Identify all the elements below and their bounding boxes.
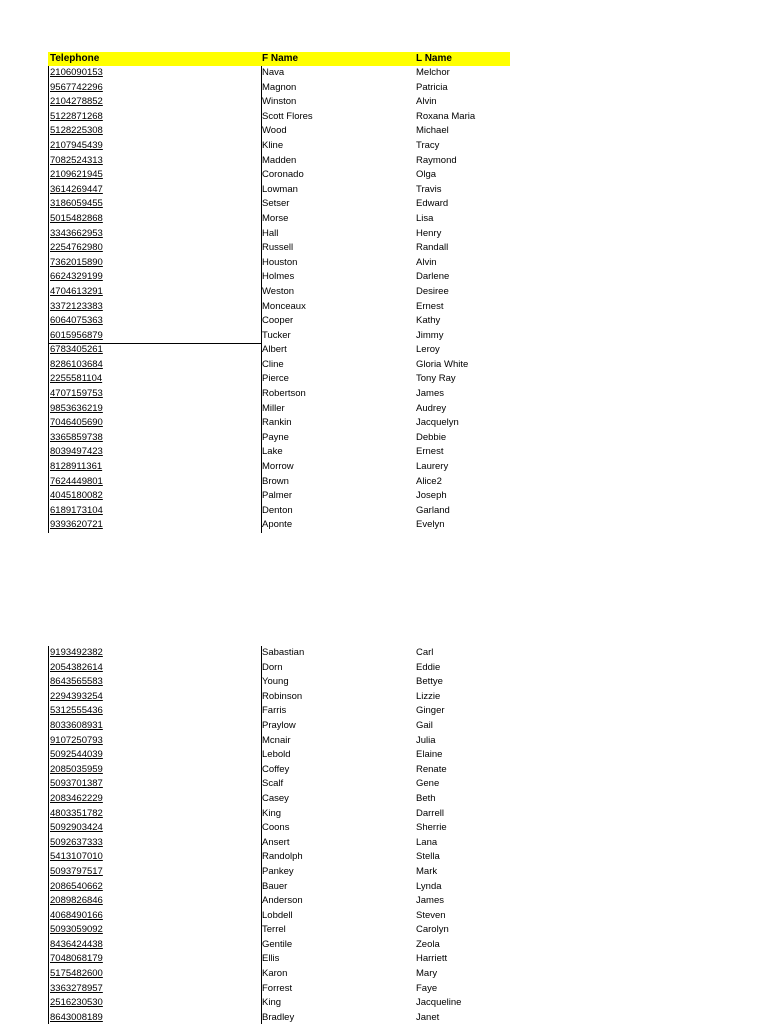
first-name-cell: Holmes: [262, 271, 295, 283]
table-row: [48, 646, 510, 661]
telephone-cell[interactable]: 7046405690: [50, 417, 103, 429]
telephone-cell[interactable]: 8643565583: [50, 676, 103, 688]
first-name-cell: Morse: [262, 212, 289, 224]
first-name-cell: Pankey: [262, 865, 294, 877]
last-name-cell: Kathy: [416, 315, 441, 327]
table-row: [48, 154, 510, 169]
last-name-cell: Carl: [416, 647, 434, 658]
telephone-cell[interactable]: 5413107010: [50, 851, 103, 863]
first-name-cell: Pierce: [262, 373, 289, 385]
table-row: [48, 1011, 510, 1025]
table-row: [48, 938, 510, 953]
last-name-cell: Alvin: [416, 256, 437, 268]
telephone-cell[interactable]: 3343662953: [50, 227, 103, 239]
last-name-cell: Beth: [416, 792, 436, 804]
table-row: [48, 952, 510, 967]
first-name-cell: Setser: [262, 198, 290, 210]
first-name-cell: Palmer: [262, 490, 293, 502]
table-row: [48, 460, 510, 475]
table-row: [48, 923, 510, 938]
first-name-cell: Coffey: [262, 763, 290, 775]
first-name-cell: Cline: [262, 358, 284, 370]
telephone-cell[interactable]: 5093797517: [50, 865, 103, 877]
first-name-cell: Ellis: [262, 953, 280, 965]
last-name-cell: Jacqueline: [416, 997, 462, 1009]
first-name-cell: Rankin: [262, 417, 292, 429]
telephone-cell[interactable]: 2085035959: [50, 763, 103, 775]
telephone-cell[interactable]: 5092903424: [50, 822, 103, 834]
table-row: [48, 183, 510, 198]
last-name-cell: Jacquelyn: [416, 417, 459, 429]
telephone-cell[interactable]: 7048068179: [50, 953, 103, 965]
table-row: [48, 329, 510, 344]
telephone-cell[interactable]: 2255581104: [50, 373, 103, 385]
telephone-cell[interactable]: 3372123383: [50, 300, 103, 312]
first-name-cell: Mcnair: [262, 734, 291, 746]
first-name-cell: Anderson: [262, 895, 303, 907]
telephone-cell[interactable]: 5093701387: [50, 778, 103, 790]
table-row: [48, 807, 510, 822]
telephone-cell[interactable]: 2083462229: [50, 792, 103, 804]
first-name-cell: Forrest: [262, 982, 293, 994]
last-name-cell: Darlene: [416, 271, 450, 283]
table-row: [48, 850, 510, 865]
table-row: [48, 197, 510, 212]
table-row: [48, 836, 510, 851]
telephone-cell[interactable]: 2109621945: [50, 169, 103, 181]
cell-border: [48, 343, 261, 344]
telephone-cell[interactable]: 4704613291: [50, 285, 103, 297]
telephone-cell[interactable]: 4045180082: [50, 490, 103, 502]
table-row: [48, 212, 510, 227]
table-row: [48, 894, 510, 909]
first-name-cell: Denton: [262, 504, 293, 516]
telephone-cell[interactable]: 5092637333: [50, 836, 103, 848]
table-row: [48, 734, 510, 749]
first-name-cell: Lowman: [262, 183, 298, 195]
table-row: [48, 314, 510, 329]
table-row: [48, 675, 510, 690]
first-name-cell: Albert: [262, 344, 287, 356]
telephone-cell[interactable]: 9853636219: [50, 402, 103, 414]
telephone-cell[interactable]: 9107250793: [50, 734, 103, 746]
column-divider: [48, 646, 49, 1024]
telephone-cell[interactable]: 8128911361: [50, 461, 103, 473]
first-name-cell: Dorn: [262, 661, 283, 673]
telephone-cell[interactable]: 8643008189: [50, 1011, 103, 1023]
telephone-cell[interactable]: 2254762980: [50, 242, 103, 254]
first-name-cell: Gentile: [262, 938, 293, 950]
first-name-cell: Praylow: [262, 719, 296, 731]
telephone-cell[interactable]: 5128225308: [50, 125, 103, 137]
last-name-cell: Steven: [416, 909, 446, 921]
table-row: [48, 81, 510, 96]
last-name-cell: Michael: [416, 125, 449, 137]
table-row: [48, 445, 510, 460]
last-name-cell: Gene: [416, 778, 440, 790]
telephone-cell[interactable]: 2106090153: [50, 67, 103, 78]
last-name-cell: Ernest: [416, 300, 444, 312]
last-name-cell: Bettye: [416, 676, 443, 688]
last-name-cell: Stella: [416, 851, 440, 863]
first-name-cell: Hall: [262, 227, 279, 239]
first-name-cell: Coronado: [262, 169, 304, 181]
table-row: [48, 139, 510, 154]
last-name-cell: Alvin: [416, 96, 437, 108]
last-name-cell: Leroy: [416, 344, 440, 356]
table-row: [48, 967, 510, 982]
telephone-cell[interactable]: 4707159753: [50, 388, 103, 400]
first-name-cell: Bradley: [262, 1011, 295, 1023]
telephone-cell[interactable]: 6015956879: [50, 329, 103, 341]
first-name-cell: King: [262, 997, 282, 1009]
first-name-cell: Magnon: [262, 81, 297, 93]
last-name-cell: Tracy: [416, 139, 440, 151]
last-name-cell: Darrell: [416, 807, 444, 819]
telephone-cell[interactable]: 2086540662: [50, 880, 103, 892]
telephone-cell[interactable]: 3365859738: [50, 431, 103, 443]
last-name-cell: Lisa: [416, 212, 434, 224]
first-name-cell: Bauer: [262, 880, 288, 892]
first-name-cell: Lobdell: [262, 909, 293, 921]
last-name-cell: Lana: [416, 836, 438, 848]
table-row: [48, 416, 510, 431]
telephone-cell[interactable]: 7082524313: [50, 154, 103, 166]
telephone-cell[interactable]: 2089826846: [50, 895, 103, 907]
table-row: [48, 792, 510, 807]
last-name-cell: Mary: [416, 968, 438, 980]
first-name-cell: Scalf: [262, 778, 284, 790]
header-telephone: Telephone: [50, 53, 100, 64]
header-row: [48, 52, 510, 66]
telephone-cell[interactable]: 3363278957: [50, 982, 103, 994]
first-name-cell: Kline: [262, 139, 284, 151]
last-name-cell: Faye: [416, 982, 438, 994]
first-name-cell: Scott Flores: [262, 110, 313, 122]
table-row: [48, 909, 510, 924]
table-row: [48, 256, 510, 271]
table-row: [48, 168, 510, 183]
telephone-cell[interactable]: 7624449801: [50, 475, 103, 487]
telephone-cell[interactable]: 6624329199: [50, 271, 103, 283]
telephone-cell[interactable]: 6783405261: [50, 344, 103, 356]
last-name-cell: Lynda: [416, 880, 442, 892]
table-row: [48, 865, 510, 880]
last-name-cell: Debbie: [416, 431, 447, 443]
telephone-cell[interactable]: 6064075363: [50, 315, 103, 327]
telephone-cell[interactable]: 8436424438: [50, 938, 103, 950]
first-name-cell: Brown: [262, 475, 289, 487]
telephone-cell[interactable]: 6189173104: [50, 504, 103, 516]
last-name-cell: Harriett: [416, 953, 448, 965]
last-name-cell: Renate: [416, 763, 447, 775]
last-name-cell: Eddie: [416, 661, 441, 673]
first-name-cell: Ansert: [262, 836, 290, 848]
first-name-cell: Miller: [262, 402, 285, 414]
table-row: [48, 719, 510, 734]
table-row: [48, 372, 510, 387]
first-name-cell: Lake: [262, 446, 283, 458]
first-name-cell: Tucker: [262, 329, 291, 341]
table-row: [48, 661, 510, 676]
table-row: [48, 285, 510, 300]
last-name-cell: Desiree: [416, 285, 449, 297]
table-row: [48, 241, 510, 256]
table-row: [48, 431, 510, 446]
telephone-cell[interactable]: 5312555436: [50, 705, 103, 717]
table-row: [48, 504, 510, 519]
header-fname: F Name: [262, 53, 299, 64]
telephone-cell[interactable]: 8033608931: [50, 719, 103, 731]
first-name-cell: Terrel: [262, 924, 286, 936]
telephone-cell[interactable]: 9193492382: [50, 647, 103, 658]
first-name-cell: Payne: [262, 431, 289, 443]
last-name-cell: Raymond: [416, 154, 457, 166]
table-row: [48, 763, 510, 778]
column-divider: [48, 66, 49, 533]
last-name-cell: Carolyn: [416, 924, 449, 936]
first-name-cell: Houston: [262, 256, 298, 268]
last-name-cell: Gail: [416, 719, 433, 731]
last-name-cell: Sherrie: [416, 822, 447, 834]
first-name-cell: Monceaux: [262, 300, 306, 312]
last-name-cell: Travis: [416, 183, 442, 195]
table-row: [48, 270, 510, 285]
table-row: [48, 704, 510, 719]
column-divider: [261, 66, 262, 533]
last-name-cell: Gloria White: [416, 358, 469, 370]
table-row: [48, 777, 510, 792]
telephone-cell[interactable]: 4803351782: [50, 807, 103, 819]
first-name-cell: Russell: [262, 242, 294, 254]
last-name-cell: Laurery: [416, 461, 449, 473]
table-row: [48, 821, 510, 836]
table-row: [48, 227, 510, 242]
telephone-cell[interactable]: 2516230530: [50, 997, 103, 1009]
table-row: [48, 124, 510, 139]
first-name-cell: Nava: [262, 67, 285, 78]
table-row: [48, 402, 510, 417]
last-name-cell: Evelyn: [416, 519, 445, 531]
telephone-cell[interactable]: 5093059092: [50, 924, 103, 936]
last-name-cell: Alice2: [416, 475, 442, 487]
last-name-cell: Julia: [416, 734, 436, 746]
first-name-cell: Weston: [262, 285, 295, 297]
table-row: [48, 748, 510, 763]
last-name-cell: Roxana Maria: [416, 110, 476, 122]
telephone-cell[interactable]: 7362015890: [50, 256, 103, 268]
first-name-cell: Wood: [262, 125, 287, 137]
last-name-cell: Melchor: [416, 67, 450, 78]
table-row: [48, 489, 510, 504]
telephone-cell[interactable]: 9393620721: [50, 519, 103, 531]
telephone-cell[interactable]: 2107945439: [50, 139, 103, 151]
first-name-cell: Madden: [262, 154, 297, 166]
telephone-cell[interactable]: 3186059455: [50, 198, 103, 210]
first-name-cell: Cooper: [262, 315, 294, 327]
telephone-cell[interactable]: 5122871268: [50, 110, 103, 122]
table-row: [48, 518, 510, 533]
first-name-cell: Casey: [262, 792, 289, 804]
last-name-cell: Ginger: [416, 705, 445, 717]
header-lname: L Name: [416, 53, 452, 64]
table-row: [48, 475, 510, 490]
last-name-cell: Garland: [416, 504, 450, 516]
table-row: [48, 387, 510, 402]
telephone-cell[interactable]: 8286103684: [50, 358, 103, 370]
table-row: [48, 982, 510, 997]
table-row: [48, 300, 510, 315]
last-name-cell: Jimmy: [416, 329, 444, 341]
telephone-cell[interactable]: 2104278852: [50, 96, 103, 108]
telephone-cell[interactable]: 2054382614: [50, 661, 103, 673]
first-name-cell: Lebold: [262, 749, 291, 761]
last-name-cell: Ernest: [416, 446, 444, 458]
first-name-cell: Sabastian: [262, 647, 305, 658]
last-name-cell: Joseph: [416, 490, 447, 502]
last-name-cell: Patricia: [416, 81, 448, 93]
first-name-cell: Farris: [262, 705, 287, 717]
telephone-cell[interactable]: 3614269447: [50, 183, 103, 195]
last-name-cell: Mark: [416, 865, 438, 877]
last-name-cell: Elaine: [416, 749, 443, 761]
table-row: [48, 996, 510, 1011]
first-name-cell: Karon: [262, 968, 288, 980]
last-name-cell: Audrey: [416, 402, 447, 414]
column-divider: [261, 646, 262, 1024]
telephone-cell[interactable]: 5175482600: [50, 968, 103, 980]
last-name-cell: Zeola: [416, 938, 440, 950]
table-row: [48, 343, 510, 358]
telephone-cell[interactable]: 8039497423: [50, 446, 103, 458]
telephone-cell[interactable]: 2294393254: [50, 690, 103, 702]
last-name-cell: Janet: [416, 1011, 440, 1023]
last-name-cell: Lizzie: [416, 690, 441, 702]
telephone-cell[interactable]: 5015482868: [50, 212, 103, 224]
first-name-cell: Morrow: [262, 461, 294, 473]
table-row: [48, 66, 510, 81]
last-name-cell: Olga: [416, 169, 437, 181]
contact-table-top: [48, 66, 510, 533]
first-name-cell: Robinson: [262, 690, 303, 702]
table-row: [48, 110, 510, 125]
table-row: [48, 358, 510, 373]
first-name-cell: Young: [262, 676, 289, 688]
first-name-cell: Robertson: [262, 388, 306, 400]
table-row: [48, 95, 510, 110]
last-name-cell: Edward: [416, 198, 449, 210]
telephone-cell[interactable]: 4068490166: [50, 909, 103, 921]
table-row: [48, 690, 510, 705]
last-name-cell: Tony Ray: [416, 373, 456, 385]
last-name-cell: James: [416, 388, 444, 400]
table-row: [48, 880, 510, 895]
first-name-cell: King: [262, 807, 282, 819]
first-name-cell: Aponte: [262, 519, 293, 531]
last-name-cell: Henry: [416, 227, 442, 239]
telephone-cell[interactable]: 9567742296: [50, 81, 103, 93]
last-name-cell: James: [416, 895, 444, 907]
first-name-cell: Winston: [262, 96, 297, 108]
first-name-cell: Coons: [262, 822, 290, 834]
telephone-cell[interactable]: 5092544039: [50, 749, 103, 761]
first-name-cell: Randolph: [262, 851, 303, 863]
last-name-cell: Randall: [416, 242, 449, 254]
contact-table-bottom: [48, 646, 510, 1025]
